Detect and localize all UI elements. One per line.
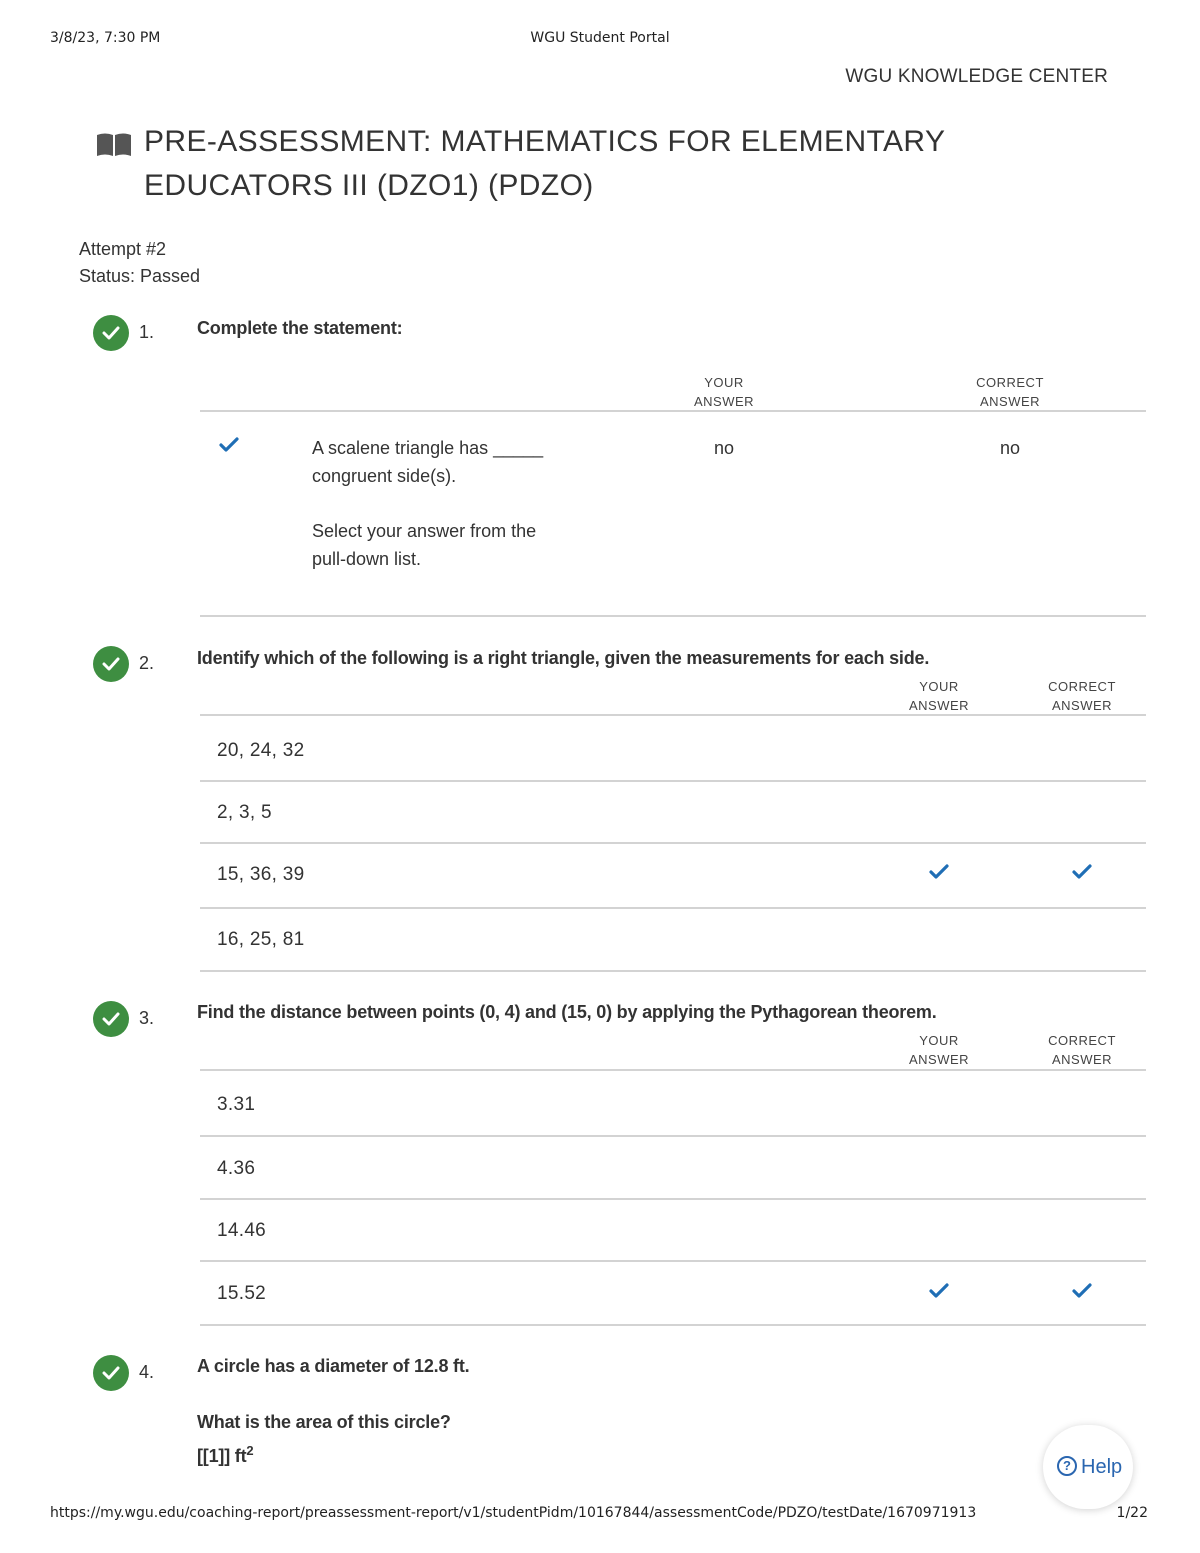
correct-answer-header: CORRECT ANSWER xyxy=(976,375,1044,409)
print-datetime: 3/8/23, 7:30 PM xyxy=(50,30,161,46)
divider xyxy=(200,780,1146,782)
question-text: Identify which of the following is a right triangle, given the measurements for each side. xyxy=(197,648,930,668)
divider xyxy=(200,970,1146,972)
your-answer-checkmark-icon xyxy=(929,1283,949,1299)
question-text: Complete the statement: xyxy=(197,318,403,338)
instruction-text: Select your answer from the pull-down list. xyxy=(312,521,537,569)
attempt-info xyxy=(79,236,200,290)
question-number: 1. xyxy=(139,322,155,342)
book-icon xyxy=(96,132,132,158)
your-answer-header: YOUR ANSWER xyxy=(908,1033,970,1067)
divider xyxy=(200,1324,1146,1326)
correct-check-icon xyxy=(93,1001,129,1037)
your-answer-header: YOUR ANSWER xyxy=(908,679,970,713)
page-title-line1: PRE-ASSESSMENT: MATHEMATICS FOR ELEMENTARY xyxy=(144,125,946,158)
answer-option: 15.52 xyxy=(217,1283,267,1304)
divider xyxy=(200,410,1146,412)
statement-text: A scalene triangle has _____ congruent side(s). xyxy=(312,438,544,486)
knowledge-center-link[interactable]: WGU KNOWLEDGE CENTER xyxy=(845,66,1108,87)
divider xyxy=(200,842,1146,844)
your-answer-header: YOUR ANSWER xyxy=(693,375,755,409)
divider xyxy=(200,1198,1146,1200)
divider xyxy=(200,1135,1146,1137)
correct-check-icon xyxy=(93,1355,129,1391)
page-url: https://my.wgu.edu/coaching-report/preassessment-report/v1/studentPidm/10167844/assessmentCode/PDZO/testDate/1670971913 xyxy=(50,1505,977,1521)
question-number: 3. xyxy=(139,1008,155,1028)
help-label: Help xyxy=(1081,1456,1123,1478)
divider xyxy=(200,907,1146,909)
attempt-number: Attempt #2 xyxy=(79,239,167,259)
page-title xyxy=(96,120,996,208)
divider xyxy=(200,615,1146,617)
answer-option: 2, 3, 5 xyxy=(217,802,272,823)
your-answer-checkmark-icon xyxy=(929,864,949,880)
answer-blank: [[1]] $ft^2$ xyxy=(197,1443,254,1466)
correct-answer-header: CORRECT ANSWER xyxy=(1048,1033,1116,1067)
your-answer-value: no xyxy=(713,438,735,458)
question-text: Find the distance between points (0, 4) and (15, 0) by applying the Pythagorean theorem. xyxy=(197,1002,937,1022)
checkmark-icon xyxy=(219,437,239,453)
answer-option: 16, 25, 81 xyxy=(217,929,305,950)
correct-answer-value: no xyxy=(999,438,1021,458)
question-text: A circle has a diameter of 12.8 ft. xyxy=(197,1356,470,1376)
correct-answer-checkmark-icon xyxy=(1072,1283,1092,1299)
divider xyxy=(200,1069,1146,1071)
correct-check-icon xyxy=(93,646,129,682)
question-prompt: What is the area of this circle? xyxy=(197,1412,451,1432)
attempt-status: Status: Passed xyxy=(79,266,201,286)
answer-option: 14.46 xyxy=(217,1220,267,1241)
divider xyxy=(200,1260,1146,1262)
question-number: 2. xyxy=(139,653,155,673)
correct-check-icon xyxy=(93,315,129,351)
divider xyxy=(200,714,1146,716)
page-title-line2: EDUCATORS III (DZO1) (PDZO) xyxy=(144,169,594,202)
answer-option: 20, 24, 32 xyxy=(217,740,305,761)
answer-option: 3.31 xyxy=(217,1094,256,1115)
page-number: 1/22 xyxy=(1116,1505,1148,1521)
answer-option: 4.36 xyxy=(217,1158,256,1179)
correct-answer-header: CORRECT ANSWER xyxy=(1048,679,1116,713)
correct-answer-checkmark-icon xyxy=(1072,864,1092,880)
print-header xyxy=(50,30,1150,50)
print-page-title: WGU Student Portal xyxy=(530,30,670,46)
answer-option: 15, 36, 39 xyxy=(217,864,305,885)
question-circle-icon: ? xyxy=(1057,1456,1077,1476)
help-button[interactable] xyxy=(1043,1425,1133,1509)
question-number: 4. xyxy=(139,1362,155,1382)
